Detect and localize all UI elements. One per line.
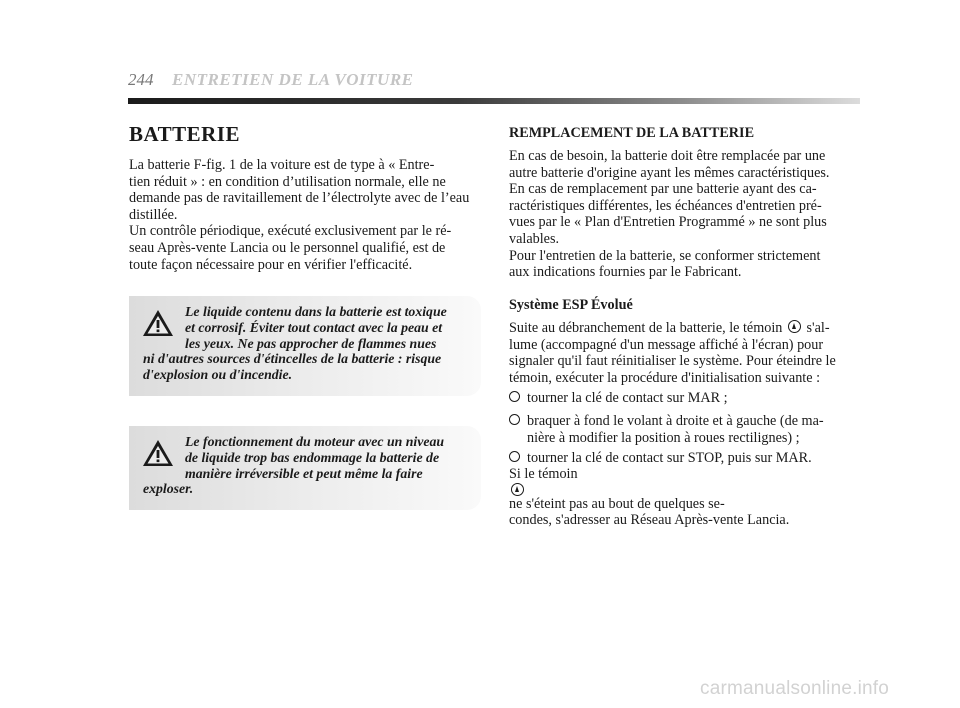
replacement-text: En cas de besoin, la batterie doit être remplacée par une autre batterie d'origine ayant les mêmes caractéristiques. En cas de remplacement par une batterie ayant des ca- ractéristiques différentes, les échéances d'entretien pré- vues par le « Plan d'Entretien Programmé » ne sont plus valables. Pour l'entretien de la batterie, se conformer strictement aux indications fournies par le Fabricant. <box>509 148 830 281</box>
section-title: ENTRETIEN DE LA VOITURE <box>172 70 414 89</box>
replacement-heading: REMPLACEMENT DE LA BATTERIE <box>509 125 755 141</box>
warning-box-toxic <box>129 296 481 396</box>
circle-bullet-icon <box>509 451 520 462</box>
circle-bullet-icon <box>509 414 520 425</box>
watermark: carmanualsonline.info <box>700 678 890 699</box>
list-item: tourner la clé de contact sur MAR ; <box>509 390 861 407</box>
esp-text: Suite au débranchement de la batterie, le témoin s'al- lume (accompagné d'un message affiché à l'écran) pour signaler qu'il faut réinitialiser le système. Pour éteindre le témoin, exécuter la procédure d'initialisation suivante : <box>509 320 836 386</box>
esp-heading: Système ESP Évolué <box>509 297 633 313</box>
battery-intro: La batterie F-fig. 1 de la voiture est de type à « Entre- tien réduit » : en condition d’utilisation normale, elle ne demande pas de ravitaillement de l’électrolyte avec de l’eau distillée. Un contrôle périodique, exécuté exclusivement par le ré- seau Après-vente Lancia ou le personnel qualifié, est de toute façon nécessaire pour en vérifier l'efficacité. <box>129 157 470 273</box>
list-item: tourner la clé de contact sur STOP, puis sur MAR. <box>509 450 861 467</box>
warning-text-toxic: Le liquide contenu dans la batterie est toxique et corrosif. Éviter tout contact avec la peau et les yeux. Ne pas approcher de flammes nues ni d'autres sources d'étincelles de la batterie : risque d'explosion ou d'incendie. <box>143 304 447 383</box>
esp-warning-light-icon <box>788 320 801 333</box>
esp-closing-text: Si le témoin ne s'éteint pas au bout de quelques se- condes, s'adresser au Réseau Après-vente Lancia. <box>509 466 790 529</box>
battery-heading: BATTERIE <box>129 122 240 146</box>
page-number: 244 <box>128 70 154 89</box>
list-item: braquer à fond le volant à droite et à gauche (de ma- nière à modifier la position à roues rectilignes) ; <box>509 413 861 446</box>
circle-bullet-icon <box>509 391 520 402</box>
page-header <box>128 70 860 92</box>
warning-text-low-level: Le fonctionnement du moteur avec un niveau de liquide trop bas endommage la batterie de manière irréversible et peut même la faire exploser. <box>143 434 445 497</box>
esp-warning-light-icon <box>511 483 524 496</box>
header-rule <box>128 98 860 104</box>
warning-box-low-level <box>129 426 481 510</box>
